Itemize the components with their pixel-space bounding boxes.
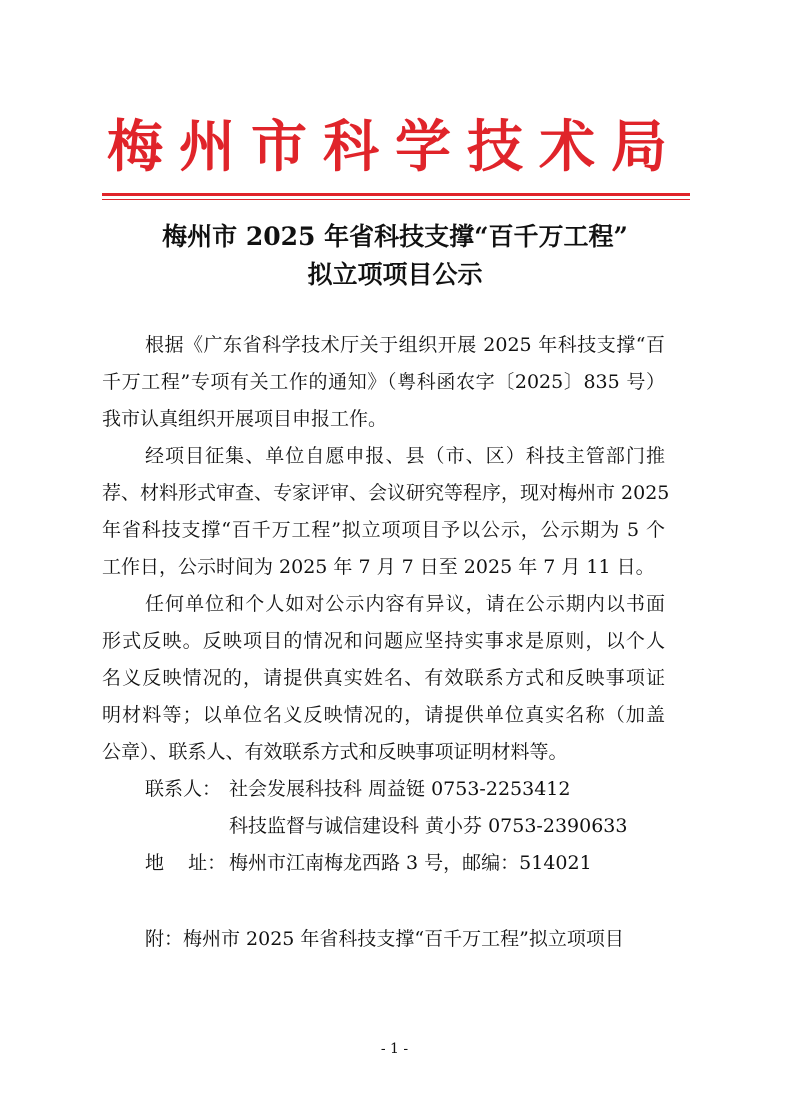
contact-label: 联系人： <box>145 778 222 800</box>
paragraph-2-line-1: 经项目征集、单位自愿申报、县（市、区）科技主管部门推 <box>145 445 665 467</box>
paragraph-3-line-5: 公章）、联系人、有效联系方式和反映事项证明材料等。 <box>102 741 568 763</box>
paragraph-2-line-4: 工作日，公示时间为 2025 年 7 月 7 日至 2025 年 7 月 11 日。 <box>102 556 655 578</box>
address-label: 地 址： <box>145 852 227 874</box>
paragraph-3-line-1: 任何单位和个人如对公示内容有异议，请在公示期内以书面 <box>145 593 665 615</box>
paragraph-3-line-2: 形式反映。反映项目的情况和问题应坚持实事求是原则，以个人 <box>102 630 665 652</box>
page-number: - 1 - <box>380 1041 409 1057</box>
paragraph-3-line-4: 明材料等；以单位名义反映情况的，请提供单位真实名称（加盖 <box>102 704 665 726</box>
contact-line-2: 科技监督与诚信建设科 黄小芬 0753-2390633 <box>229 815 628 837</box>
paragraph-1-line-2: 千万工程”专项有关工作的通知》（粤科函农字〔2025〕835 号） <box>102 371 665 393</box>
paragraph-1-line-3: 我市认真组织开展项目申报工作。 <box>102 408 388 430</box>
paragraph-2-line-2: 荐、材料形式审查、专家评审、会议研究等程序，现对梅州市 2025 <box>102 482 670 504</box>
letterhead-title: 梅州市科学技术局 <box>107 114 683 180</box>
paragraph-1-line-1: 根据《广东省科学技术厅关于组织开展 2025 年科技支撑“百 <box>145 334 665 356</box>
attachment-note: 附：梅州市 2025 年省科技支撑“百千万工程”拟立项项目 <box>145 928 624 950</box>
letterhead-rule-thick <box>102 193 690 196</box>
paragraph-2-line-3: 年省科技支撑“百千万工程”拟立项项目予以公示，公示期为 5 个 <box>102 519 665 541</box>
document-title-line2: 拟立项项目公示 <box>307 260 483 289</box>
contact-line-1: 社会发展科技科 周益铤 0753-2253412 <box>229 778 571 800</box>
address-value: 梅州市江南梅龙西路 3 号，邮编：514021 <box>229 852 592 874</box>
letterhead-rule-thin <box>102 199 690 200</box>
paragraph-3-line-3: 名义反映情况的，请提供真实姓名、有效联系方式和反映事项证 <box>102 667 665 689</box>
document-title-line1: 梅州市 2025 年省科技支撑“百千万工程” <box>162 222 628 251</box>
